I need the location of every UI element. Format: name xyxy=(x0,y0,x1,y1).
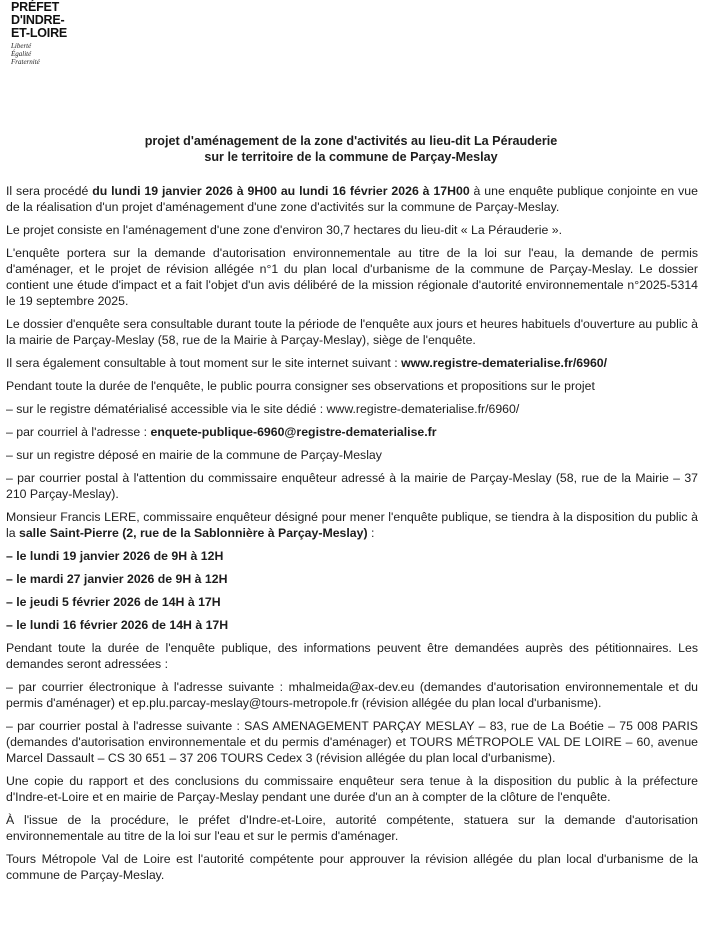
courriel-intro: – par courriel à l'adresse : xyxy=(6,425,151,439)
title-line1: projet d'aménagement de la zone d'activités au lieu-dit La Pérauderie xyxy=(144,134,558,148)
list-item-registre-mairie: – sur un registre déposé en mairie de la commune de Parçay-Meslay xyxy=(6,448,382,462)
document-body xyxy=(6,183,698,890)
prefecture-logo xyxy=(11,1,91,66)
dates-rest: à une enquête publique conjointe en vue de la réalisation d'un projet d'aménagement d'une zone d'activités sur la commune de Parçay-Meslay. xyxy=(6,184,698,214)
website-intro: Il sera également consultable à tout moment sur le site internet suivant : xyxy=(6,356,402,370)
paragraph-website xyxy=(6,355,698,371)
courriel-address[interactable]: enquete-publique-6960@registre-dematerialise.fr xyxy=(150,425,437,439)
paragraph-scope: L'enquête portera sur la demande d'autorisation environnementale au titre de la loi sur l'eau, la demande de permis d'aménager, et le projet de révision allégée n°1 du plan local d'urbanisme de la commune de Parçay-Meslay. Le dossier contient une étude d'impact et a fait l'objet d'un avis délibéré de la mission régionale d'autorité environnementale n°2025-5314 le 19 septembre 2025. xyxy=(6,246,698,308)
paragraph-decision-metropole: Tours Métropole Val de Loire est l'autorité compétente pour approuver la révision allégée du plan local d'urbanisme de la commune de Parçay-Meslay. xyxy=(6,852,698,882)
list-item-courrier-postal: – par courrier postal à l'attention du commissaire enquêteur adressé à la mairie de Parçay-Meslay (58, rue de la Mairie – 37 210 Parçay-Meslay). xyxy=(6,471,698,501)
commissaire-colon: : xyxy=(367,526,375,540)
paragraph-dossier: Le dossier d'enquête sera consultable durant toute la période de l'enquête aux jours et heures habituels d'ouverture au public à la mairie de Parçay-Meslay (58, rue de la Mairie à Parçay-Meslay), siège de l'enquête. xyxy=(6,317,698,347)
list-item-courrier-postal-petitionnaires: – par courrier postal à l'adresse suivante : SAS AMENAGEMENT PARÇAY MESLAY – 83, rue de La Boétie – 75 008 PARIS (demandes d'autorisation environnementale et du permis d'aménager) et TOURS MÉTROPOLE VAL DE LOIRE – 60, avenue Marcel Dassault – CS 30 651 – 37 206 TOURS Cedex 3 (révision allégée du plan local d'urbanisme). xyxy=(6,719,698,765)
paragraph-rapport: Une copie du rapport et des conclusions du commissaire enquêteur sera tenue à la disposition du public à la préfecture d'Indre-et-Loire et en mairie de Parçay-Meslay pendant une durée d'un an à compter de la clôture de l'enquête. xyxy=(6,774,698,804)
list-item-registre-dematerialise: – sur le registre dématérialisé accessible via le site dédié : www.registre-dematerialise.fr/6960/ xyxy=(6,402,520,416)
motto-fraternite: Fraternité xyxy=(11,58,40,66)
paragraph-project: Le projet consiste en l'aménagement d'une zone d'environ 30,7 hectares du lieu-dit « La Pérauderie ». xyxy=(6,223,562,237)
list-item-courriel xyxy=(6,424,698,440)
permanence-2: – le mardi 27 janvier 2026 de 9H à 12H xyxy=(6,572,228,586)
permanence-1: – le lundi 19 janvier 2026 de 9H à 12H xyxy=(6,549,224,563)
prefet-name-line3: ET-LOIRE xyxy=(11,26,68,40)
dates-intro: Il sera procédé xyxy=(6,184,93,198)
motto xyxy=(11,42,91,66)
commissaire-intro: Monsieur Francis LERE, commissaire enquêteur désigné pour mener l'enquête publique, se tiendra à la disposition du public à la xyxy=(6,510,698,540)
dates-period: du lundi 19 janvier 2026 à 9H00 au lundi 16 février 2026 à 17H00 xyxy=(92,184,470,198)
prefet-name-line1: PRÉFET xyxy=(11,0,60,14)
permanence-3: – le jeudi 5 février 2026 de 14H à 17H xyxy=(6,595,221,609)
document-title xyxy=(0,133,702,165)
motto-egalite: Égalité xyxy=(11,50,32,58)
paragraph-informations: Pendant toute la durée de l'enquête publique, des informations peuvent être demandées auprès des pétitionnaires. Les demandes seront adressées : xyxy=(6,641,698,671)
list-item-courrier-electronique: – par courrier électronique à l'adresse suivante : mhalmeida@ax-dev.eu (demandes d'autorisation environnementale et du permis d'aménager) et ep.plu.parcay-meslay@tours-metropole.fr (révision allégée du plan local d'urbanisme). xyxy=(6,680,698,710)
motto-liberte: Liberté xyxy=(11,42,32,50)
paragraph-decision-prefet: À l'issue de la procédure, le préfet d'Indre-et-Loire, autorité compétente, statuera sur la demande d'autorisation environnementale au titre de la loi sur l'eau et sur le permis d'aménager. xyxy=(6,813,698,843)
paragraph-commissaire xyxy=(6,509,698,541)
paragraph-observations: Pendant toute la durée de l'enquête, le public pourra consigner ses observations et propositions sur le projet xyxy=(6,379,595,393)
prefet-name-line2: D'INDRE- xyxy=(11,13,65,27)
title-line2: sur le territoire de la commune de Parçay-Meslay xyxy=(204,150,498,164)
commissaire-location: salle Saint-Pierre (2, rue de la Sablonnière à Parçay-Meslay) xyxy=(19,526,368,540)
permanence-4: – le lundi 16 février 2026 de 14H à 17H xyxy=(6,618,229,632)
website-link[interactable]: www.registre-dematerialise.fr/6960/ xyxy=(401,356,608,370)
paragraph-dates xyxy=(6,183,698,215)
